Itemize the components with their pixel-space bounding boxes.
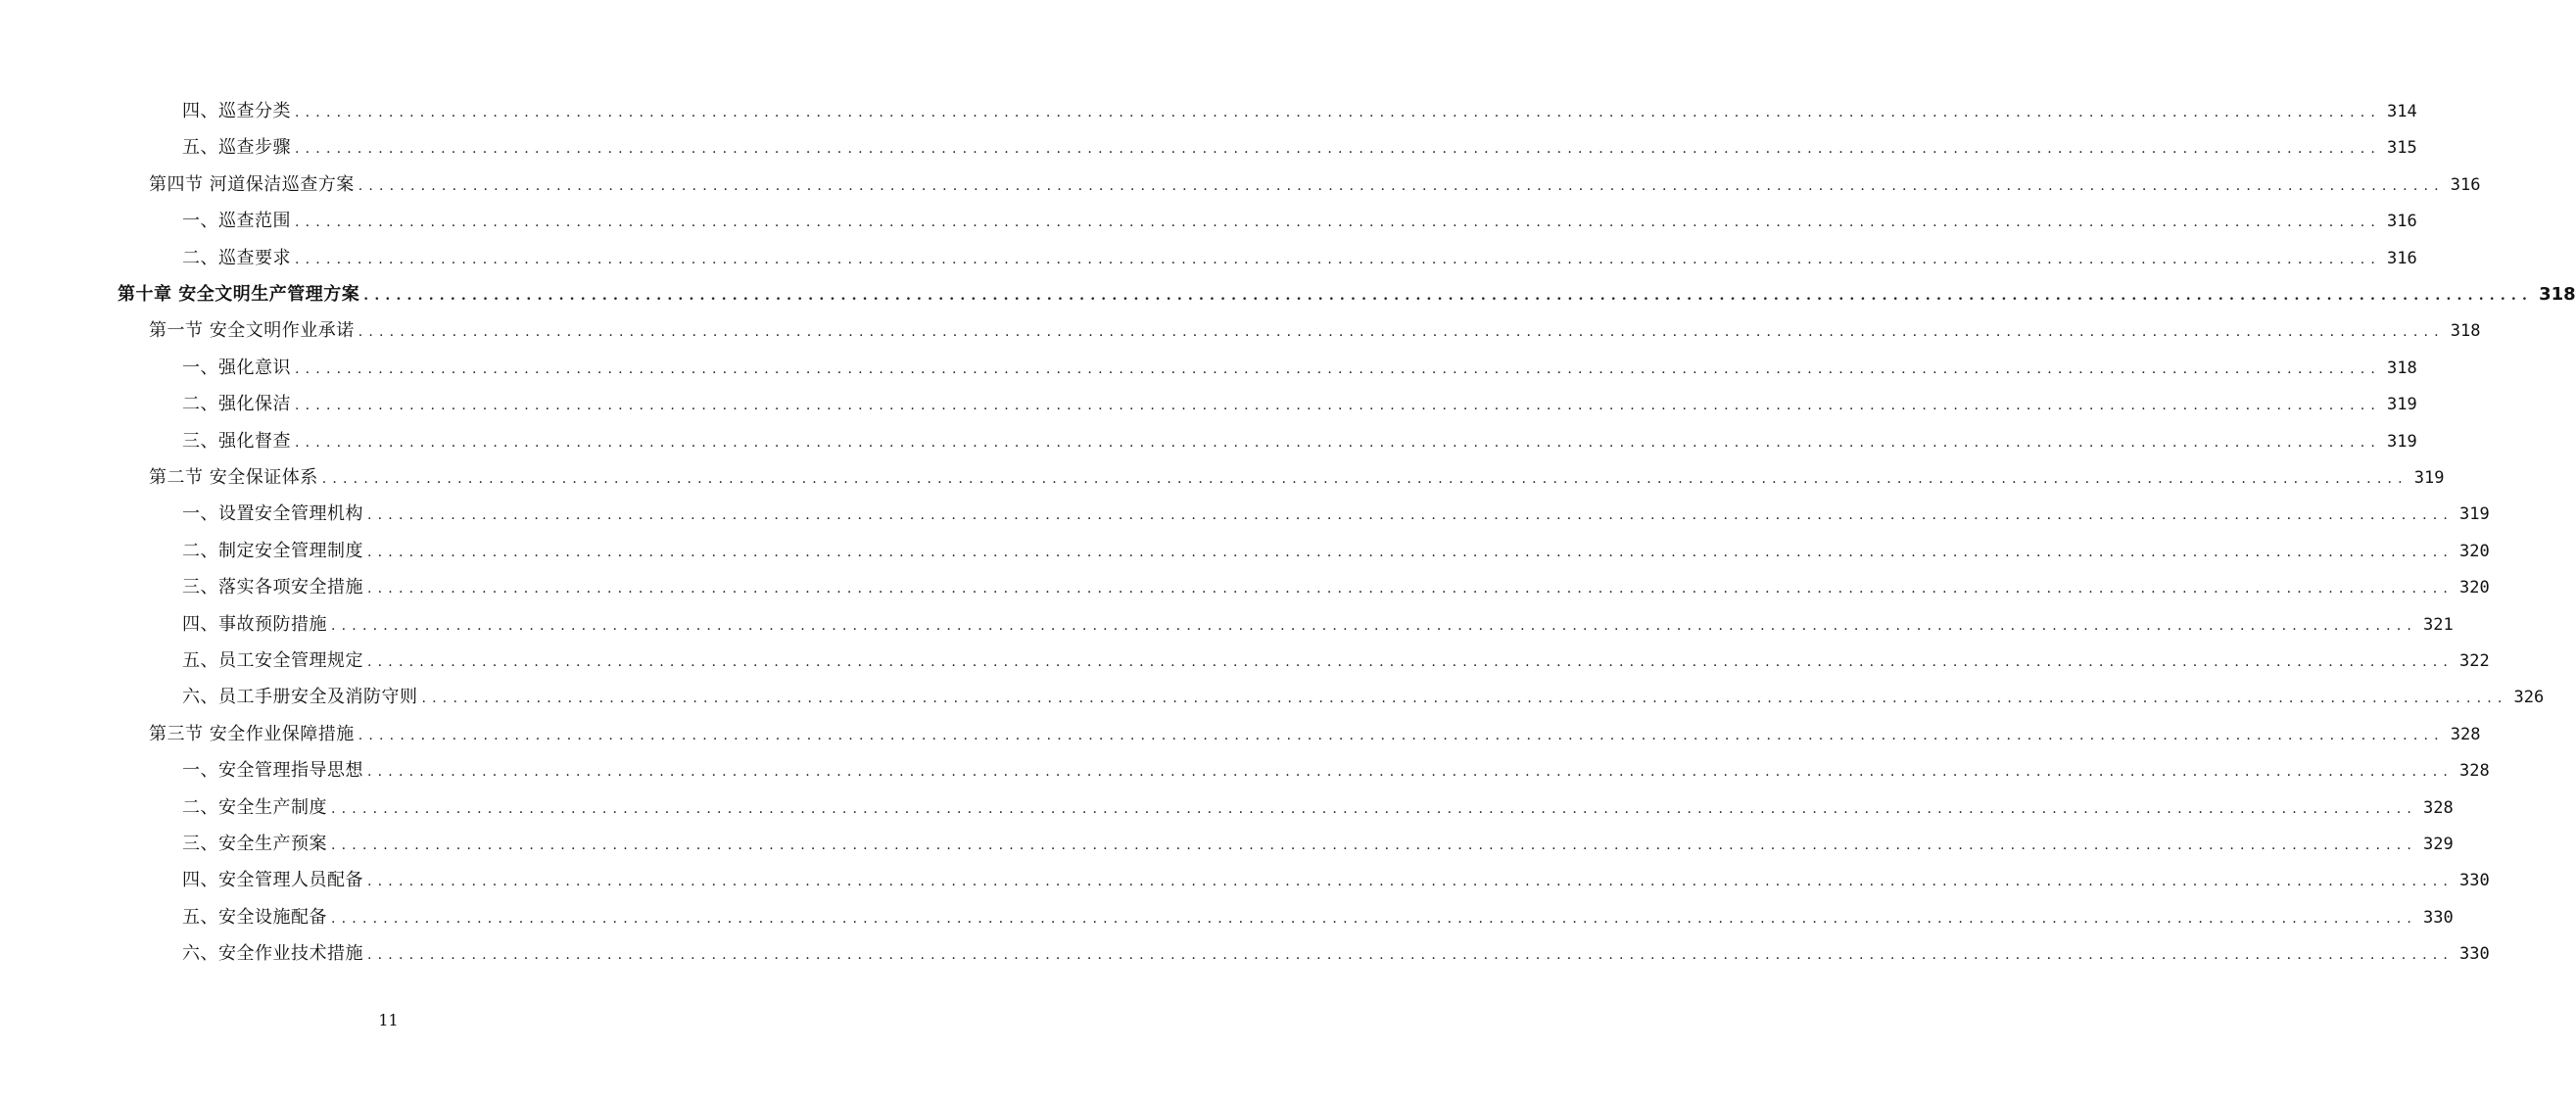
toc-entry-page: 328 (2450, 724, 2481, 744)
toc-section-entry[interactable] (149, 464, 2445, 492)
toc-entry-page: 318 (2387, 358, 2417, 378)
toc-entry-page: 321 (2423, 614, 2454, 635)
toc-entry-title: 一、安全管理指导思想 (182, 760, 363, 782)
toc-entry-title: 第四节 河道保洁巡查方案 (149, 173, 355, 195)
toc-entry-title: 第一节 安全文明作业承诺 (149, 320, 355, 342)
toc-dot-leader: ........................................................................................................................................................................................................ (421, 691, 2508, 707)
toc-entry-title: 四、巡查分类 (182, 101, 291, 121)
toc-entry-page: 326 (2513, 688, 2545, 708)
toc-entry-page: 316 (2450, 174, 2481, 195)
toc-dot-leader: ........................................................................................................................................................................................................ (367, 947, 2455, 964)
toc-entry-page: 314 (2387, 102, 2417, 121)
toc-subsection-entry[interactable] (182, 134, 2417, 162)
toc-entry-page: 319 (2387, 431, 2417, 452)
toc-entry-page: 322 (2459, 651, 2490, 671)
toc-entry-title: 第十章 安全文明生产管理方案 (118, 284, 360, 305)
toc-dot-leader: ........................................................................................................................................................................................................ (295, 434, 2382, 451)
toc-entry-title: 五、安全设施配备 (182, 906, 327, 928)
toc-entry-page: 318 (2539, 284, 2576, 305)
toc-section-entry[interactable] (149, 721, 2481, 748)
toc-dot-leader: ........................................................................................................................................................................................................ (367, 874, 2455, 890)
toc-entry-title: 二、制定安全管理制度 (182, 540, 363, 561)
toc-entry-page: 330 (2423, 907, 2454, 928)
toc-dot-leader: ........................................................................................................................................................................................................ (331, 800, 2418, 817)
toc-entry-page: 330 (2459, 944, 2490, 965)
toc-dot-leader: ........................................................................................................................................................................................................ (358, 177, 2445, 194)
toc-subsection-entry[interactable] (182, 940, 2490, 968)
toc-dot-leader: ........................................................................................................................................................................................................ (331, 837, 2418, 853)
toc-entry-page: 319 (2459, 504, 2490, 525)
toc-subsection-entry[interactable] (182, 831, 2454, 858)
toc-entry-title: 第三节 安全作业保障措施 (149, 723, 355, 744)
toc-dot-leader: ........................................................................................................................................................................................................ (295, 251, 2382, 267)
toc-subsection-entry[interactable] (182, 501, 2490, 528)
toc-entry-page: 316 (2387, 212, 2417, 232)
toc-entry-title: 一、强化意识 (182, 357, 291, 378)
toc-entry-page: 316 (2387, 248, 2417, 268)
toc-entry-page: 329 (2423, 835, 2454, 854)
toc-dot-leader: ........................................................................................................................................................................................................ (295, 360, 2382, 377)
toc-entry-title: 四、安全管理人员配备 (182, 870, 363, 891)
toc-dot-leader: ........................................................................................................................................................................................................ (331, 617, 2418, 634)
toc-section-entry[interactable] (149, 317, 2481, 345)
toc-dot-leader: ........................................................................................................................................................................................................ (367, 764, 2455, 781)
toc-dot-leader: ........................................................................................................................................................................................................ (321, 471, 2409, 487)
toc-subsection-entry[interactable] (182, 611, 2454, 639)
toc-entry-page: 328 (2423, 797, 2454, 818)
toc-entry-title: 第二节 安全保证体系 (149, 467, 318, 488)
toc-dot-leader: ........................................................................................................................................................................................................ (367, 654, 2455, 670)
toc-entry-title: 四、事故预防措施 (182, 613, 327, 635)
toc-dot-leader: ........................................................................................................................................................................................................ (295, 398, 2382, 414)
toc-entry-title: 二、强化保洁 (182, 394, 291, 415)
toc-entry-page: 320 (2459, 578, 2490, 598)
toc-entry-title: 二、巡查要求 (182, 247, 291, 268)
toc-entry-title: 二、安全生产制度 (182, 796, 327, 818)
toc-dot-leader: ........................................................................................................................................................................................................ (331, 910, 2418, 927)
toc-subsection-entry[interactable] (182, 538, 2490, 565)
toc-entry-page: 318 (2450, 321, 2481, 342)
toc-entry-title: 三、安全生产预案 (182, 834, 327, 854)
toc-entry-title: 五、巡查步骤 (182, 137, 291, 159)
toc-dot-leader: ........................................................................................................................................................................................................ (358, 727, 2445, 743)
toc-subsection-entry[interactable] (182, 428, 2417, 455)
toc-dot-leader: ........................................................................................................................................................................................................ (295, 105, 2382, 120)
page-number: 11 (378, 1011, 399, 1029)
toc-subsection-entry[interactable] (182, 684, 2545, 711)
toc-entry-page: 319 (2413, 468, 2445, 488)
toc-subsection-entry[interactable] (182, 208, 2417, 235)
toc-entry-title: 六、安全作业技术措施 (182, 943, 363, 965)
toc-entry-title: 一、巡查范围 (182, 211, 291, 232)
toc-dot-leader: ........................................................................................................................................................................................................ (367, 507, 2455, 524)
toc-chapter-entry[interactable] (118, 281, 2576, 309)
toc-dot-leader: ........................................................................................................................................................................................................ (367, 544, 2455, 560)
toc-subsection-entry[interactable] (182, 904, 2454, 932)
toc-entry-title: 五、员工安全管理规定 (182, 650, 363, 671)
toc-subsection-entry[interactable] (182, 391, 2417, 418)
toc-subsection-entry[interactable] (182, 867, 2490, 894)
toc-dot-leader: ........................................................................................................................................................................................................ (367, 581, 2455, 597)
toc-entry-page: 319 (2387, 395, 2417, 415)
toc-subsection-entry[interactable] (182, 98, 2417, 125)
toc-entry-page: 328 (2459, 761, 2490, 782)
toc-entry-page: 320 (2459, 541, 2490, 561)
toc-subsection-entry[interactable] (182, 245, 2417, 272)
toc-dot-leader: ........................................................................................................................................................................................................ (295, 141, 2382, 158)
toc-section-entry[interactable] (149, 171, 2481, 199)
toc-subsection-entry[interactable] (182, 355, 2417, 382)
toc-subsection-entry[interactable] (182, 794, 2454, 822)
toc-entry-title: 一、设置安全管理机构 (182, 503, 363, 525)
toc-entry-title: 三、强化督查 (182, 430, 291, 452)
toc-subsection-entry[interactable] (182, 574, 2490, 601)
toc-dot-leader: ........................................................................................................................................................................................................ (363, 288, 2534, 304)
toc-entry-page: 315 (2387, 138, 2417, 159)
toc-entry-title: 六、员工手册安全及消防守则 (182, 687, 418, 708)
toc-dot-leader: ........................................................................................................................................................................................................ (358, 324, 2445, 341)
toc-entry-page: 330 (2459, 871, 2490, 891)
toc-subsection-entry[interactable] (182, 757, 2490, 785)
toc-entry-title: 三、落实各项安全措施 (182, 577, 363, 598)
toc-dot-leader: ........................................................................................................................................................................................................ (295, 215, 2382, 231)
toc-subsection-entry[interactable] (182, 647, 2490, 675)
